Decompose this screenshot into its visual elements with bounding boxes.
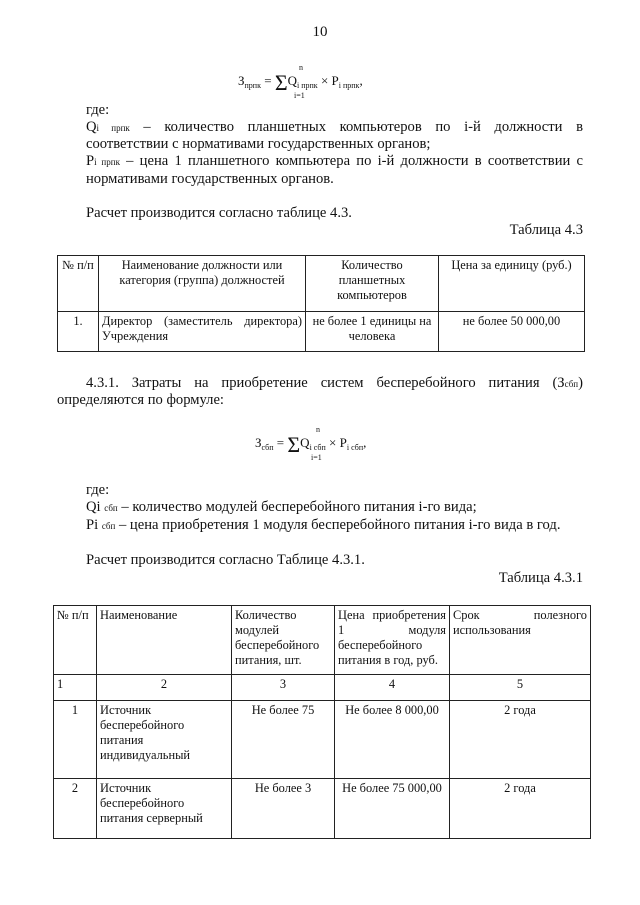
table-cell: 3 — [232, 675, 335, 701]
table-cell: 2 года — [450, 701, 591, 779]
header-cell: Наименование должности или категория (группа) должностей — [99, 256, 306, 312]
table-cell: 1 — [54, 675, 97, 701]
definition-p-prpk: Pi прпк – цена 1 планшетного компьютера по i-й должности в соответствии с — [86, 153, 583, 169]
definition-q-sbp: Qi сбп – количество модулей бесперебойного питания i-го вида; — [86, 499, 477, 515]
table-row — [54, 779, 591, 839]
sum-lower-limit: i=1 — [294, 91, 305, 100]
header-cell: Количество модулей бесперебойного питания, шт. — [232, 606, 335, 675]
header-cell: Наименование — [97, 606, 232, 675]
header-cell: № п/п — [58, 256, 99, 312]
formula-p: P — [331, 73, 339, 88]
where-label-2: где: — [86, 482, 110, 498]
paragraph-4-3-1: 4.3.1. Затраты на приобретение систем бесперебойного питания (Зсбп) — [86, 375, 583, 391]
table-cell: Не более 75 — [232, 701, 335, 779]
sum-upper-limit: n — [316, 425, 320, 434]
table-cell: 2 — [54, 779, 97, 839]
page-number: 10 — [312, 24, 328, 40]
table-cell: Не более 8 000,00 — [335, 701, 450, 779]
header-cell: Цена приобретения 1 модуля бесперебойного питания в год, руб. — [335, 606, 450, 675]
table-cell: Не более 75 000,00 — [335, 779, 450, 839]
formula-ups-cost: n i=1 $З_{сбп} = \Sigma Q_{i сбп} \times P_{i сбп}$, — [255, 425, 367, 462]
table-cell: 2 — [97, 675, 232, 701]
table-caption-4-3-1: Таблица 4.3.1 — [498, 570, 583, 586]
formula-lhs-sub: сбп — [261, 443, 274, 452]
calculation-note-2: Расчет производится согласно Таблице 4.3.1. — [86, 552, 365, 568]
formula-p: P — [339, 435, 347, 450]
sum-lower-limit: i=1 — [311, 453, 322, 462]
table-caption-4-3: Таблица 4.3 — [509, 222, 583, 238]
table-cell: не более 1 единицы на человека — [306, 312, 439, 352]
formula-lhs: З — [238, 73, 245, 88]
formula-q: Q — [300, 435, 310, 450]
table-cell: не более 50 000,00 — [439, 312, 585, 352]
table-row — [58, 312, 585, 352]
calculation-note-1: Расчет производится согласно таблице 4.3. — [86, 205, 352, 221]
header-cell: Срок полезного использования — [450, 606, 591, 675]
paragraph-4-3-1-cont: определяются по формуле: — [57, 392, 224, 408]
table-cell: 1. — [58, 312, 99, 352]
table-cell: Источник бесперебойного питания индивидуальный — [97, 701, 232, 779]
definition-q-prpk-cont: соответствии с нормативами государственных органов; — [86, 136, 431, 152]
formula-lhs-sub: прпк — [244, 81, 261, 90]
formula-q-sub: i сбп — [309, 443, 326, 452]
formula-q: Q — [287, 73, 298, 88]
header-cell: Количество планшетных компьютеров — [306, 256, 439, 312]
definition-p-sbp: Pi сбп – цена приобретения 1 модуля бесперебойного питания i-го вида в год. — [86, 517, 561, 533]
table-4-3-1 — [53, 605, 591, 839]
table-header-row — [54, 606, 591, 675]
table-cell: 1 — [54, 701, 97, 779]
where-label-1: где: — [86, 102, 110, 118]
formula-p-sub: i прпк — [338, 81, 360, 90]
formula-lhs: З — [255, 435, 262, 450]
table-cell: Источник бесперебойного питания серверный — [97, 779, 232, 839]
header-cell: Цена за единицу (руб.) — [439, 256, 585, 312]
definition-p-prpk-cont: нормативами государственных органов. — [86, 171, 334, 187]
table-4-3 — [57, 255, 585, 352]
sum-upper-limit: n — [299, 63, 303, 72]
table-cell: Не более 3 — [232, 779, 335, 839]
table-cell: Директор (заместитель директора) Учреждения — [99, 312, 306, 352]
table-cell: 5 — [450, 675, 591, 701]
formula-p-sub: i сбп — [346, 443, 364, 452]
formula-times: × — [329, 435, 337, 450]
header-cell: № п/п — [54, 606, 97, 675]
definition-q-prpk: Qi прпк – количество планшетных компьютеров по i-й должности в — [86, 119, 583, 135]
formula-times: × — [320, 73, 329, 88]
table-cell: 4 — [335, 675, 450, 701]
table-row — [54, 701, 591, 779]
table-number-row — [54, 675, 591, 701]
formula-tablet-cost: n i=1 $З_{прпк} = \Sigma Q_{i прпк} \times P_{i прпк}$, — [238, 63, 363, 100]
table-header-row — [58, 256, 585, 312]
table-cell: 2 года — [450, 779, 591, 839]
formula-q-sub: i прпк — [297, 81, 318, 90]
